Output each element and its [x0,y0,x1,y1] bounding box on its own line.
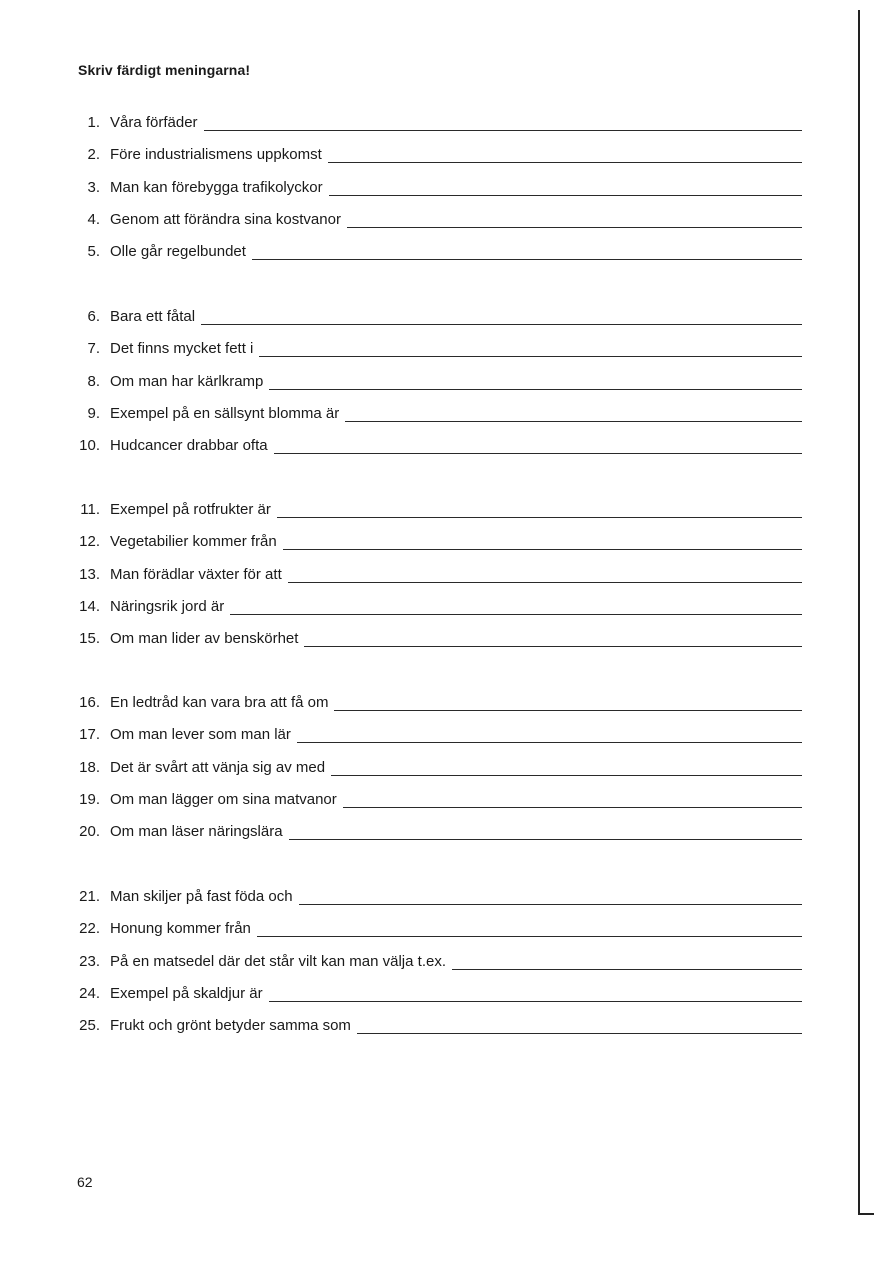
item-number: 10. [79,437,100,454]
exercise-item [70,497,802,519]
item-prompt: Det är svårt att vänja sig av med [110,759,326,776]
item-number: 11. [80,501,100,518]
item-number: 22. [79,920,100,937]
exercise-item [70,142,802,164]
exercise-item [70,401,802,423]
item-prompt: Våra förfäder [110,114,198,131]
item-prompt: Före industrialismens uppkomst [110,146,322,163]
answer-line[interactable] [230,596,802,615]
item-number: 18. [79,759,100,776]
item-prompt: Man förädlar växter för att [110,566,282,583]
exercise-item [70,819,802,841]
item-number: 6. [87,308,100,325]
answer-line[interactable] [334,692,802,711]
item-number: 7. [87,340,100,357]
item-prompt: Honung kommer från [110,920,251,937]
item-number: 23. [79,953,100,970]
exercise-item [70,916,802,938]
item-prompt: Genom att förändra sina kostvanor [110,211,341,228]
answer-line[interactable] [269,983,802,1002]
item-number: 19. [79,791,100,808]
answer-line[interactable] [204,112,802,131]
item-number: 1. [87,114,100,131]
item-prompt: Exempel på en sällsynt blomma är [110,405,340,422]
item-number: 4. [87,211,100,228]
answer-line[interactable] [259,338,802,357]
item-prompt: Om man läser näringslära [110,823,283,840]
answer-line[interactable] [343,789,802,808]
answer-line[interactable] [277,499,802,518]
item-prompt: Exempel på skaldjur är [110,985,263,1002]
exercise-item [70,336,802,358]
exercise-item [70,787,802,809]
page-number: 62 [77,1174,93,1190]
answer-line[interactable] [274,435,802,454]
answer-line[interactable] [357,1015,802,1034]
exercise-item [70,755,802,777]
answer-line[interactable] [283,531,802,550]
item-number: 3. [87,179,100,196]
item-prompt: Om man lägger om sina matvanor [110,791,337,808]
answer-line[interactable] [329,177,802,196]
answer-line[interactable] [345,403,802,422]
answer-line[interactable] [252,241,802,260]
item-number: 16. [79,694,100,711]
item-prompt: Man kan förebygga trafikolyckor [110,179,323,196]
exercise-item [70,369,802,391]
answer-line[interactable] [304,628,802,647]
exercise-item [70,1013,802,1035]
exercise-item [70,981,802,1003]
item-number: 25. [79,1017,100,1034]
exercise-item [70,884,802,906]
answer-line[interactable] [347,209,802,228]
answer-line[interactable] [452,951,802,970]
exercise-item [70,207,802,229]
answer-line[interactable] [328,144,802,163]
exercise-item [70,110,802,132]
item-prompt: Olle går regelbundet [110,243,246,260]
item-number: 24. [79,985,100,1002]
exercise-item [70,433,802,455]
item-number: 21. [79,888,100,905]
worksheet-heading: Skriv färdigt meningarna! [78,62,251,78]
item-prompt: Om man lever som man lär [110,726,291,743]
item-prompt: Näringsrik jord är [110,598,225,615]
answer-line[interactable] [257,918,802,937]
exercise-item [70,690,802,712]
exercise-item [70,175,802,197]
item-number: 20. [79,823,100,840]
item-prompt: På en matsedel där det står vilt kan man välja t.ex. [110,953,446,970]
answer-line[interactable] [201,306,802,325]
answer-line[interactable] [297,724,802,743]
exercise-item [70,304,802,326]
item-number: 15. [79,630,100,647]
item-number: 14. [79,598,100,615]
answer-line[interactable] [289,821,802,840]
item-prompt: Exempel på rotfrukter är [110,501,271,518]
item-number: 2. [87,146,100,163]
exercise-item [70,949,802,971]
item-prompt: Om man lider av benskörhet [110,630,299,647]
item-number: 13. [79,566,100,583]
item-number: 5. [87,243,100,260]
item-number: 9. [87,405,100,422]
item-prompt: Frukt och grönt betyder samma som [110,1017,351,1034]
exercise-item [70,562,802,584]
item-prompt: Om man har kärlkramp [110,373,264,390]
item-prompt: Det finns mycket fett i [110,340,254,357]
item-prompt: Man skiljer på fast föda och [110,888,293,905]
item-prompt: Hudcancer drabbar ofta [110,437,268,454]
item-prompt: En ledtråd kan vara bra att få om [110,694,329,711]
exercise-item [70,722,802,744]
answer-line[interactable] [288,564,802,583]
answer-line[interactable] [269,371,802,390]
answer-line[interactable] [331,757,802,776]
item-prompt: Bara ett fåtal [110,308,196,325]
item-number: 17. [79,726,100,743]
item-prompt: Vegetabilier kommer från [110,533,277,550]
exercise-item [70,626,802,648]
item-number: 12. [79,533,100,550]
exercise-item [70,594,802,616]
exercise-item [70,239,802,261]
exercise-item [70,529,802,551]
answer-line[interactable] [299,886,802,905]
item-number: 8. [87,373,100,390]
